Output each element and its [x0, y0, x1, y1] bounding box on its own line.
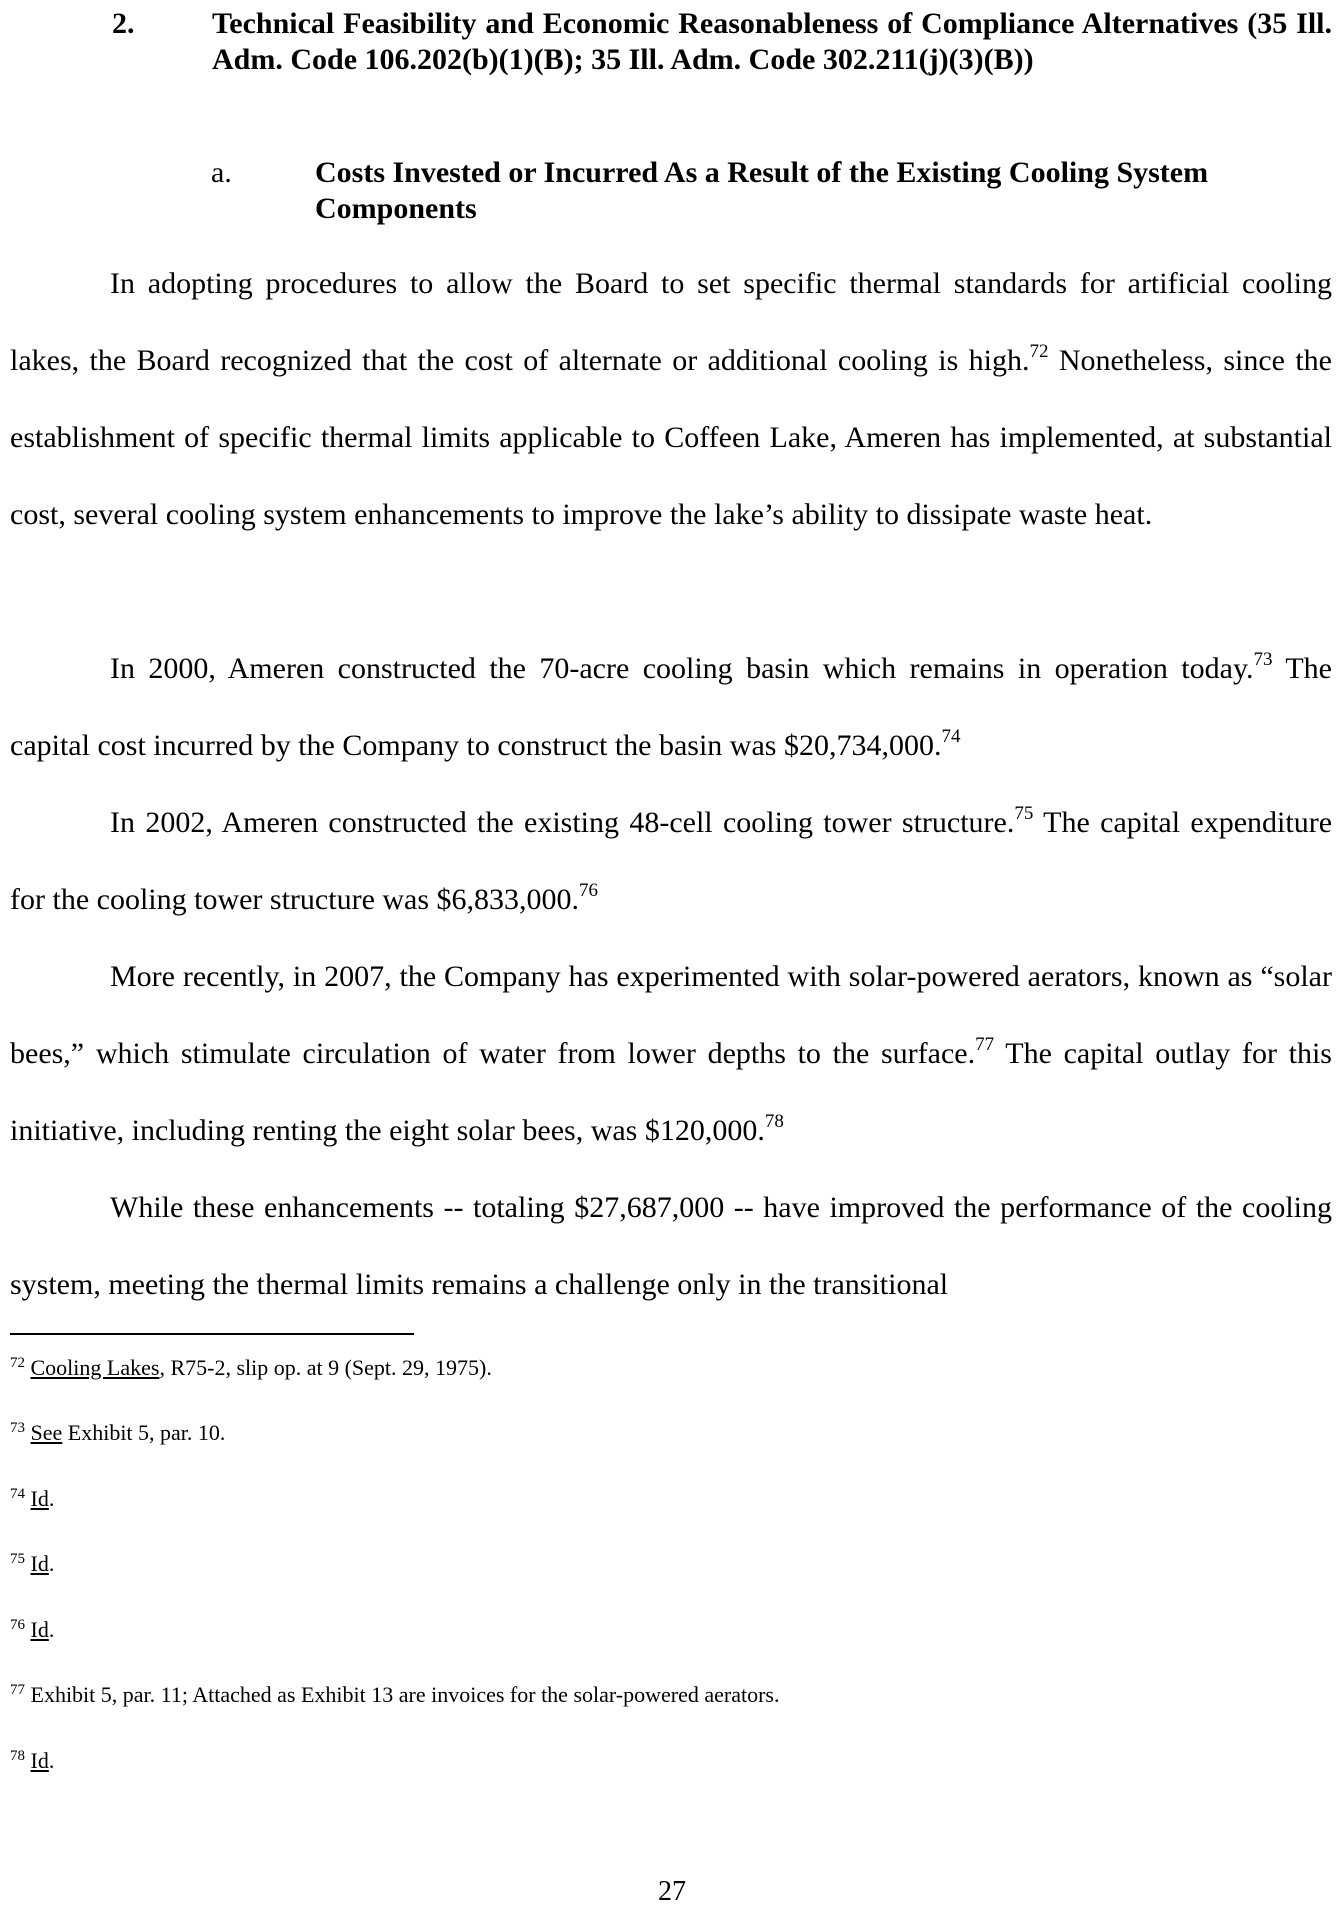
footnote-citation: Id [30, 1617, 49, 1642]
footnote-mark: 72 [10, 1355, 25, 1371]
body-paragraph-2 [10, 630, 1332, 784]
footnote-text: Exhibit 5, par. 11; Attached as Exhibit 13 are invoices for the solar-powered aerators. [25, 1682, 780, 1707]
body-paragraph-5 [10, 1169, 1332, 1323]
footnote-mark: 75 [10, 1551, 25, 1567]
footnote-ref-76[interactable]: 76 [579, 880, 599, 901]
footnote-ref-78[interactable]: 78 [764, 1111, 784, 1132]
footnote-mark: 77 [10, 1682, 25, 1698]
footnote-citation: See [30, 1420, 63, 1445]
paragraph-text: More recently, in 2007, the Company has experimented with solar-powered aerators, known as “solar bees,” which stimulate circulation of water from lower depths to the surface. [10, 960, 1332, 1070]
subsection-title: Costs Invested or Incurred As a Result of the Existing Cooling System Components [315, 156, 1209, 225]
paragraph-text: The capital cost incurred by the Company to construct the basin was $20,734,000. [10, 652, 1332, 762]
footnote-77 [10, 1682, 779, 1708]
footnote-citation: Id [30, 1748, 49, 1773]
footnote-mark: 73 [10, 1420, 25, 1436]
paragraph-text: In adopting procedures to allow the Board to set specific thermal standards for artificial cooling lakes, the Board recognized that the cost of alternate or additional cooling is high. [10, 267, 1332, 377]
footnote-citation: Id [30, 1551, 49, 1576]
paragraph-text: The capital outlay for this initiative, including renting the eight solar bees, was $120,000. [10, 1037, 1332, 1147]
footnote-citation: Cooling Lakes [30, 1355, 160, 1380]
paragraph-text: While these enhancements -- totaling $27,687,000 -- have improved the performance of the cooling system, meeting the thermal limits remains a challenge only in the transitional [10, 1191, 1332, 1301]
footnote-text: . [48, 1551, 55, 1576]
footnote-73 [10, 1420, 225, 1446]
footnote-divider [10, 1333, 414, 1335]
footnote-mark: 78 [10, 1748, 25, 1764]
footnote-mark: 76 [10, 1617, 25, 1633]
footnote-citation: Id [30, 1486, 49, 1511]
section-title: Technical Feasibility and Economic Reasonableness of Compliance Alternatives (35 Ill. Adm. Code 106.202(b)(1)(B); 35 Ill. Adm. Code 302.211(j)(3)(B)) [212, 7, 1332, 76]
footnote-74 [10, 1486, 54, 1512]
body-paragraph-1 [10, 245, 1332, 553]
paragraph-text: The capital expenditure for the cooling tower structure was $6,833,000. [10, 806, 1333, 916]
footnote-mark: 74 [10, 1486, 25, 1502]
section-number: 2. [112, 7, 135, 40]
page-number: 27 [658, 1876, 686, 1907]
footnote-76 [10, 1617, 54, 1643]
footnote-text: . [48, 1486, 55, 1511]
footnote-75 [10, 1551, 54, 1577]
footnote-text: . [48, 1617, 55, 1642]
footnote-text: , R75-2, slip op. at 9 (Sept. 29, 1975). [159, 1355, 492, 1380]
paragraph-text: In 2000, Ameren constructed the 70-acre cooling basin which remains in operation today. [110, 652, 1254, 685]
footnote-78 [10, 1748, 54, 1774]
footnote-ref-73[interactable]: 73 [1253, 649, 1273, 670]
footnote-72 [10, 1355, 492, 1381]
paragraph-text: In 2002, Ameren constructed the existing 48-cell cooling tower structure. [110, 806, 1015, 839]
footnote-ref-74[interactable]: 74 [941, 726, 961, 747]
footnote-text: Exhibit 5, par. 10. [62, 1420, 226, 1445]
footnote-ref-75[interactable]: 75 [1014, 803, 1034, 824]
footnote-ref-72[interactable]: 72 [1029, 341, 1049, 362]
body-paragraph-4 [10, 938, 1332, 1169]
footnote-ref-77[interactable]: 77 [975, 1034, 995, 1055]
paragraph-text: Nonetheless, since the establishment of specific thermal limits applicable to Coffeen Lake, Ameren has implemented, at substantial cost, several cooling system enhancements to improve the lake’s ability to dissipate waste heat. [10, 344, 1332, 531]
subsection-number: a. [211, 156, 232, 189]
footnote-text: . [48, 1748, 55, 1773]
body-paragraph-3 [10, 784, 1332, 938]
